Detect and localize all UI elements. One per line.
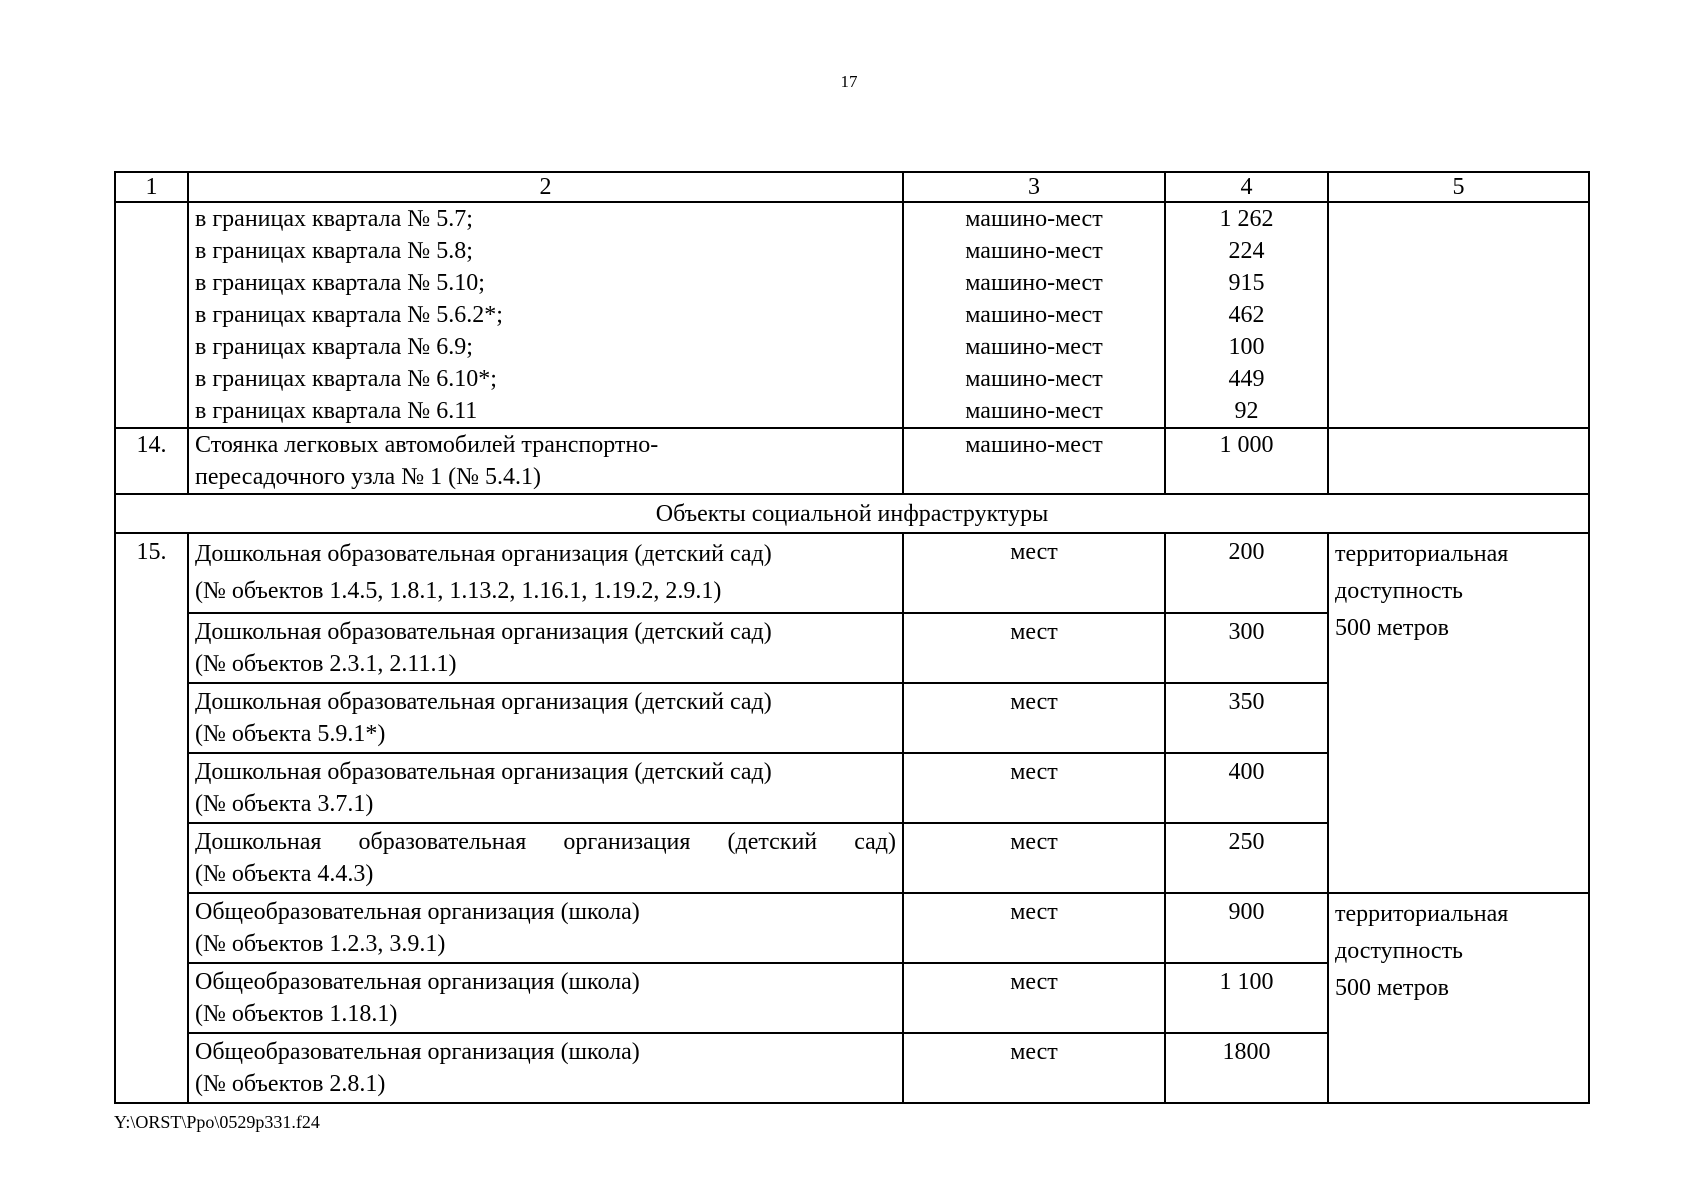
quarter-desc: в границах квартала № 6.9; [195,334,473,360]
facility-description [188,823,903,893]
quarter-unit: машино-мест [965,238,1103,264]
facility-objects: (№ объекта 3.7.1) [195,791,374,817]
facility-name: Общеобразовательная организация (школа) [195,899,640,925]
facility-name: Общеобразовательная организация (школа) [195,969,640,995]
quarter-descriptions [188,202,903,428]
quarter-values [1165,202,1328,428]
quarter-value: 1 262 [1219,206,1274,232]
quarter-unit: машино-мест [965,270,1103,296]
quarter-unit: машино-мест [965,302,1103,328]
table-row [115,893,1589,963]
facility-unit: мест [903,1033,1165,1103]
quarter-desc: в границах квартала № 5.10; [195,270,485,296]
facility-unit: мест [903,893,1165,963]
row-14-desc-line2: пересадочного узла № 1 (№ 5.4.1) [195,464,541,490]
facility-unit: мест [903,963,1165,1033]
quarter-desc: в границах квартала № 5.6.2*; [195,302,503,328]
section-header-row [115,494,1589,533]
table-row-14 [115,428,1589,494]
row-number-empty [115,202,188,428]
table-row [115,533,1589,613]
facility-objects: (№ объекта 4.4.3) [195,861,374,887]
note-line: территориальная [1335,541,1509,567]
facility-capacity: 200 [1165,533,1328,613]
facility-description [188,683,903,753]
section-title: Объекты социальной инфраструктуры [115,494,1589,533]
facility-unit: мест [903,753,1165,823]
quarter-unit: машино-мест [965,398,1103,424]
note-line: доступность [1335,578,1464,604]
planning-table [114,171,1590,1104]
quarter-value: 449 [1228,366,1265,392]
facility-description [188,963,903,1033]
facility-description [188,893,903,963]
quarter-desc: в границах квартала № 5.8; [195,238,473,264]
facility-capacity: 1800 [1165,1033,1328,1103]
file-path-footer: Y:\ORST\Ppo\0529p331.f24 [114,1112,320,1132]
facility-description [188,753,903,823]
page-number: 17 [840,72,858,91]
facility-capacity: 350 [1165,683,1328,753]
quarter-unit: машино-мест [965,206,1103,232]
quarter-desc: в границах квартала № 5.7; [195,206,473,232]
facility-objects: (№ объектов 2.3.1, 2.11.1) [195,651,457,677]
facility-unit: мест [903,823,1165,893]
quarter-desc: в границах квартала № 6.11 [195,398,478,424]
row-14-desc-line1: Стоянка легковых автомобилей транспортно- [195,432,659,458]
quarter-desc: в границах квартала № 6.10*; [195,366,497,392]
note-line: 500 метров [1335,975,1449,1001]
facility-capacity: 900 [1165,893,1328,963]
facility-name: Дошкольная образовательная организация (детский сад) [195,619,772,645]
row-14-description [188,428,903,494]
facility-objects: (№ объекта 5.9.1*) [195,721,386,747]
facility-name: Дошкольная образовательная организация (детский сад) [195,829,896,855]
row-14-unit: машино-мест [903,428,1165,494]
facility-name: Дошкольная образовательная организация (детский сад) [195,541,772,567]
row-number: 14. [115,428,188,494]
header-col-1: 1 [115,172,188,202]
header-col-3: 3 [903,172,1165,202]
quarter-value: 92 [1234,398,1259,424]
facility-description [188,533,903,613]
kindergarten-access-note [1328,533,1589,893]
table-header-row [115,172,1589,202]
facility-objects: (№ объектов 1.18.1) [195,1001,398,1027]
facility-name: Общеобразовательная организация (школа) [195,1039,640,1065]
facility-capacity: 300 [1165,613,1328,683]
note-line: 500 метров [1335,615,1449,641]
row-number: 15. [115,533,188,1103]
header-col-4: 4 [1165,172,1328,202]
facility-unit: мест [903,533,1165,613]
quarter-note-empty [1328,202,1589,428]
table-row-quarters [115,202,1589,428]
quarter-value: 915 [1228,270,1265,296]
facility-capacity: 400 [1165,753,1328,823]
school-access-note [1328,893,1589,1103]
quarter-unit: машино-мест [965,366,1103,392]
row-14-note-empty [1328,428,1589,494]
facility-unit: мест [903,683,1165,753]
quarter-value: 224 [1228,238,1265,264]
facility-description [188,613,903,683]
note-line: территориальная [1335,901,1509,927]
header-col-5: 5 [1328,172,1589,202]
facility-unit: мест [903,613,1165,683]
row-14-value: 1 000 [1165,428,1328,494]
facility-name: Дошкольная образовательная организация (детский сад) [195,759,772,785]
facility-objects: (№ объектов 1.2.3, 3.9.1) [195,931,446,957]
facility-name: Дошкольная образовательная организация (детский сад) [195,689,772,715]
quarter-value: 100 [1228,334,1265,360]
quarter-units [903,202,1165,428]
quarter-unit: машино-мест [965,334,1103,360]
facility-description [188,1033,903,1103]
header-col-2: 2 [188,172,903,202]
facility-capacity: 250 [1165,823,1328,893]
quarter-value: 462 [1228,302,1265,328]
facility-objects: (№ объектов 2.8.1) [195,1071,386,1097]
facility-capacity: 1 100 [1165,963,1328,1033]
note-line: доступность [1335,938,1464,964]
facility-objects: (№ объектов 1.4.5, 1.8.1, 1.13.2, 1.16.1, 1.19.2, 2.9.1) [195,578,722,604]
